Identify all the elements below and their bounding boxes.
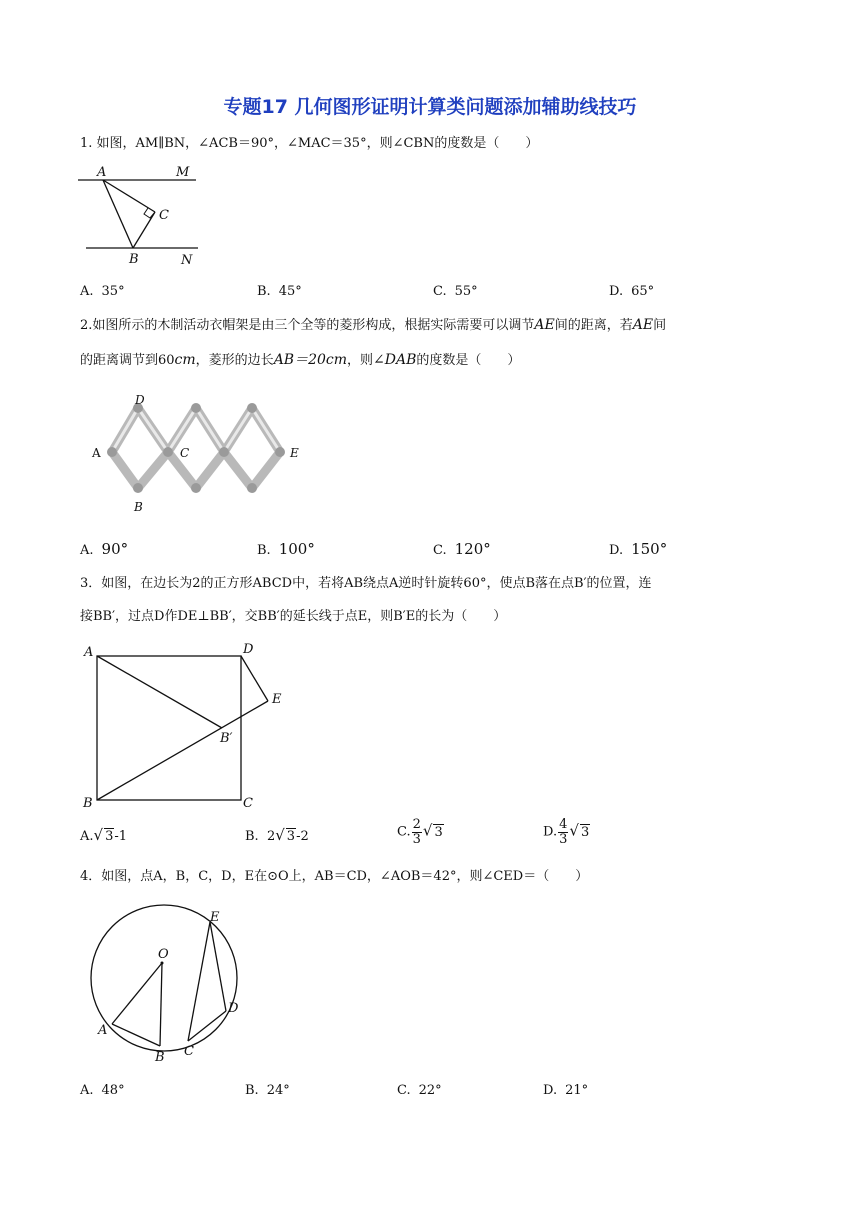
question-3-figure bbox=[80, 640, 290, 812]
q4-option-a[interactable]: A. 48° bbox=[80, 1083, 125, 1098]
q3-option-b[interactable]: B. 2√ 3-2 bbox=[245, 826, 309, 844]
label-b: B bbox=[134, 500, 143, 514]
label-e: E bbox=[272, 692, 282, 707]
question-3-line-1: 3．如图，在边长为2的正方形ABCD中，若将AB绕点A逆时针旋转60°，使点B落在点B′的位置，连 bbox=[80, 576, 652, 591]
q3-option-d[interactable]: D. $\frac{4}{3}$ √ 3 bbox=[543, 817, 590, 847]
question-1-figure bbox=[78, 160, 203, 272]
label-n: N bbox=[181, 253, 193, 268]
label-c: C bbox=[159, 208, 169, 223]
label-c: C bbox=[184, 1044, 194, 1059]
question-2-line-2: 的距离调节到60cm，菱形的边长AB＝20cm，则∠DAB的度数是（ ） bbox=[80, 352, 521, 368]
square-abcd bbox=[97, 656, 241, 800]
question-4-text: 4．如图，点A，B，C，D，E在⊙O上，AB＝CD，∠AOB＝42°，则∠CED＝（ ） bbox=[80, 869, 589, 884]
q1-option-d[interactable]: D. 65° bbox=[609, 284, 655, 299]
q2-option-d[interactable]: D. 150° bbox=[609, 540, 668, 558]
label-c: C bbox=[180, 446, 190, 460]
label-b-prime: B′ bbox=[220, 731, 233, 746]
label-o: O bbox=[158, 947, 169, 962]
q1-option-c[interactable]: C. 55° bbox=[433, 284, 478, 299]
label-d: D bbox=[243, 642, 254, 657]
label-d: D bbox=[228, 1001, 239, 1016]
segment-ob bbox=[160, 963, 162, 1046]
label-a: A bbox=[98, 1023, 108, 1038]
page-title: 专题17 几何图形证明计算类问题添加辅助线技巧 bbox=[223, 96, 637, 118]
circle-o bbox=[91, 905, 237, 1051]
segment-oa bbox=[112, 963, 162, 1024]
q3-option-c[interactable]: C. $\frac{2}{3}$ √ 3 bbox=[397, 817, 443, 847]
q1-option-b[interactable]: B. 45° bbox=[257, 284, 302, 299]
label-e: E bbox=[290, 446, 299, 460]
question-3-line-2: 接BB′，过点D作DE⊥BB′，交BB′的延长线于点E，则B′E的长为（ ） bbox=[80, 609, 507, 624]
label-b: B bbox=[155, 1050, 165, 1065]
label-e: E bbox=[210, 910, 220, 925]
question-4-figure bbox=[85, 905, 250, 1065]
q4-option-d[interactable]: D. 21° bbox=[543, 1083, 589, 1098]
segment-ac bbox=[103, 180, 155, 212]
label-a: A bbox=[84, 645, 94, 660]
q2-option-c[interactable]: C. 120° bbox=[433, 540, 491, 558]
label-b: B bbox=[129, 252, 139, 267]
label-a: A bbox=[97, 165, 107, 180]
segment-de bbox=[241, 656, 268, 701]
q2-option-b[interactable]: B. 100° bbox=[257, 540, 315, 558]
label-a: A bbox=[92, 446, 101, 460]
q4-option-b[interactable]: B. 24° bbox=[245, 1083, 290, 1098]
label-m: M bbox=[176, 165, 190, 180]
segment-ab-prime bbox=[97, 656, 222, 728]
label-c: C bbox=[243, 796, 253, 811]
q3-option-a[interactable]: A.√ 3-1 bbox=[80, 826, 128, 844]
question-2-figure bbox=[90, 390, 305, 520]
segment-cb bbox=[133, 212, 155, 248]
label-b: B bbox=[83, 796, 93, 811]
right-angle-mark bbox=[144, 208, 155, 218]
question-2-line-1: 2.如图所示的木制活动衣帽架是由三个全等的菱形构成，根据实际需要可以调节AE间的距离，若AE间 bbox=[80, 317, 667, 333]
coat-rack-bars bbox=[112, 408, 280, 488]
segment-bb-prime-extended bbox=[97, 701, 268, 800]
q1-option-a[interactable]: A. 35° bbox=[80, 284, 125, 299]
segment-ab bbox=[103, 180, 133, 248]
q4-option-c[interactable]: C. 22° bbox=[397, 1083, 442, 1098]
question-1-text: 1. 如图，AM∥BN，∠ACB＝90°，∠MAC＝35°，则∠CBN的度数是（ ） bbox=[80, 136, 539, 151]
label-d: D bbox=[135, 393, 145, 407]
segment-ec bbox=[188, 922, 210, 1041]
q2-option-a[interactable]: A. 90° bbox=[80, 540, 129, 558]
